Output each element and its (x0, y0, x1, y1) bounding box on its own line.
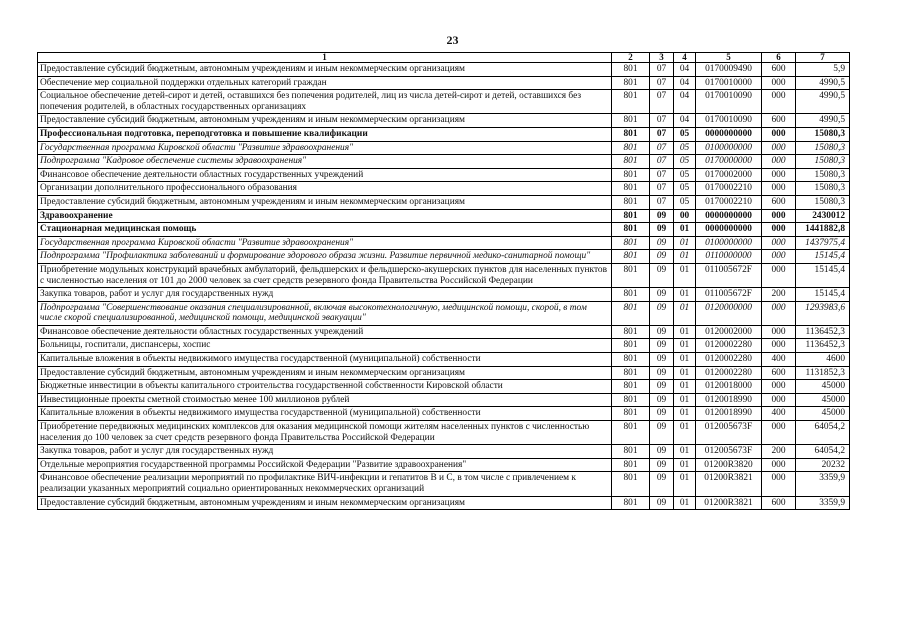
amount-cell: 4990,5 (796, 90, 850, 114)
target-article-code-cell: 012005673F (696, 421, 762, 445)
table-row (38, 76, 850, 90)
target-article-code-cell: 0110000000 (696, 250, 762, 264)
subsection-code-cell: 01 (674, 301, 696, 325)
target-article-code-cell: 0120018990 (696, 407, 762, 421)
section-code-cell: 09 (650, 421, 674, 445)
expense-type-code-cell: 000 (762, 301, 796, 325)
ministry-code-cell: 801 (612, 195, 650, 209)
expense-type-code-cell: 000 (762, 168, 796, 182)
ministry-code-cell: 801 (612, 393, 650, 407)
row-name-cell: Закупка товаров, работ и услуг для государственных нужд (38, 288, 612, 302)
ministry-code-cell: 801 (612, 209, 650, 223)
table-row (38, 250, 850, 264)
ministry-code-cell: 801 (612, 76, 650, 90)
row-name-cell: Предоставление субсидий бюджетным, автономным учреждениям и иным некоммерческим организациям (38, 114, 612, 128)
ministry-code-cell: 801 (612, 407, 650, 421)
row-name-cell: Подпрограмма "Профилактика заболеваний и формирование здорового образа жизни. Развитие первичной медико-санитарной помощи" (38, 250, 612, 264)
expense-type-code-cell: 000 (762, 76, 796, 90)
expense-type-code-cell: 200 (762, 445, 796, 459)
table-header-row (38, 53, 850, 63)
target-article-code-cell: 0120002280 (696, 353, 762, 367)
table-row (38, 301, 850, 325)
column-header-1: 1 (38, 53, 612, 63)
table-row (38, 141, 850, 155)
expense-type-code-cell: 000 (762, 421, 796, 445)
row-name-cell: Приобретение модульных конструкций врачебных амбулаторий, фельдшерских и фельдшерско-акушерских пунктов для населенных пунктов с численностью населения от 101 до 2000 человек за счет средств резервного фонда Правительства Российской Федерации (38, 263, 612, 287)
row-name-cell: Предоставление субсидий бюджетным, автономным учреждениям и иным некоммерческим организациям (38, 195, 612, 209)
amount-cell: 15080,3 (796, 168, 850, 182)
target-article-code-cell: 0000000000 (696, 127, 762, 141)
budget-table (37, 52, 850, 510)
ministry-code-cell: 801 (612, 458, 650, 472)
amount-cell: 1437975,4 (796, 236, 850, 250)
row-name-cell: Инвестиционные проекты сметной стоимостью менее 100 миллионов рублей (38, 393, 612, 407)
amount-cell: 1441882,8 (796, 223, 850, 237)
amount-cell: 4990,5 (796, 76, 850, 90)
section-code-cell: 07 (650, 182, 674, 196)
subsection-code-cell: 01 (674, 472, 696, 496)
expense-type-code-cell: 600 (762, 496, 796, 510)
row-name-cell: Предоставление субсидий бюджетным, автономным учреждениям и иным некоммерческим организациям (38, 366, 612, 380)
section-code-cell: 09 (650, 380, 674, 394)
column-header-3: 3 (650, 53, 674, 63)
expense-type-code-cell: 400 (762, 407, 796, 421)
table-row (38, 263, 850, 287)
section-code-cell: 09 (650, 366, 674, 380)
ministry-code-cell: 801 (612, 366, 650, 380)
table-row (38, 472, 850, 496)
row-name-cell: Стационарная медицинская помощь (38, 223, 612, 237)
ministry-code-cell: 801 (612, 168, 650, 182)
section-code-cell: 09 (650, 301, 674, 325)
table-row (38, 63, 850, 77)
section-code-cell: 07 (650, 155, 674, 169)
expense-type-code-cell: 000 (762, 393, 796, 407)
subsection-code-cell: 04 (674, 90, 696, 114)
table-row (38, 366, 850, 380)
expense-type-code-cell: 000 (762, 250, 796, 264)
section-code-cell: 07 (650, 90, 674, 114)
subsection-code-cell: 00 (674, 209, 696, 223)
section-code-cell: 07 (650, 127, 674, 141)
ministry-code-cell: 801 (612, 263, 650, 287)
table-row (38, 127, 850, 141)
expense-type-code-cell: 000 (762, 90, 796, 114)
target-article-code-cell: 0170010000 (696, 76, 762, 90)
subsection-code-cell: 05 (674, 155, 696, 169)
ministry-code-cell: 801 (612, 421, 650, 445)
amount-cell: 45000 (796, 407, 850, 421)
target-article-code-cell: 011005672F (696, 263, 762, 287)
expense-type-code-cell: 000 (762, 127, 796, 141)
subsection-code-cell: 04 (674, 114, 696, 128)
subsection-code-cell: 01 (674, 353, 696, 367)
expense-type-code-cell: 600 (762, 366, 796, 380)
row-name-cell: Организации дополнительного профессионального образования (38, 182, 612, 196)
subsection-code-cell: 01 (674, 393, 696, 407)
expense-type-code-cell: 000 (762, 182, 796, 196)
subsection-code-cell: 01 (674, 236, 696, 250)
amount-cell: 15080,3 (796, 127, 850, 141)
target-article-code-cell: 0120002280 (696, 366, 762, 380)
amount-cell: 1293983,6 (796, 301, 850, 325)
target-article-code-cell: 0170002000 (696, 168, 762, 182)
ministry-code-cell: 801 (612, 127, 650, 141)
subsection-code-cell: 01 (674, 250, 696, 264)
table-row (38, 182, 850, 196)
target-article-code-cell: 0170000000 (696, 155, 762, 169)
table-row (38, 325, 850, 339)
subsection-code-cell: 05 (674, 182, 696, 196)
ministry-code-cell: 801 (612, 90, 650, 114)
table-row (38, 155, 850, 169)
table-row (38, 288, 850, 302)
expense-type-code-cell: 000 (762, 472, 796, 496)
section-code-cell: 09 (650, 458, 674, 472)
table-row (38, 339, 850, 353)
expense-type-code-cell: 600 (762, 114, 796, 128)
section-code-cell: 07 (650, 195, 674, 209)
target-article-code-cell: 0170009490 (696, 63, 762, 77)
row-name-cell: Финансовое обеспечение деятельности областных государственных учреждений (38, 168, 612, 182)
expense-type-code-cell: 600 (762, 63, 796, 77)
table-row (38, 236, 850, 250)
target-article-code-cell: 01200R3821 (696, 496, 762, 510)
section-code-cell: 09 (650, 339, 674, 353)
ministry-code-cell: 801 (612, 380, 650, 394)
target-article-code-cell: 01200R3821 (696, 472, 762, 496)
target-article-code-cell: 0120000000 (696, 301, 762, 325)
amount-cell: 1131852,3 (796, 366, 850, 380)
section-code-cell: 09 (650, 288, 674, 302)
amount-cell: 4990,5 (796, 114, 850, 128)
section-code-cell: 07 (650, 141, 674, 155)
target-article-code-cell: 0000000000 (696, 209, 762, 223)
ministry-code-cell: 801 (612, 353, 650, 367)
target-article-code-cell: 0120002280 (696, 339, 762, 353)
expense-type-code-cell: 000 (762, 380, 796, 394)
table-row (38, 496, 850, 510)
subsection-code-cell: 01 (674, 223, 696, 237)
expense-type-code-cell: 200 (762, 288, 796, 302)
row-name-cell: Предоставление субсидий бюджетным, автономным учреждениям и иным некоммерческим организациям (38, 63, 612, 77)
table-row (38, 393, 850, 407)
subsection-code-cell: 04 (674, 76, 696, 90)
ministry-code-cell: 801 (612, 301, 650, 325)
expense-type-code-cell: 400 (762, 353, 796, 367)
row-name-cell: Приобретение передвижных медицинских комплексов для оказания медицинской помощи жителям населенных пунктов с численностью населения до 100 человек за счет средств резервного фонда Правительства Российской Федерации (38, 421, 612, 445)
section-code-cell: 09 (650, 445, 674, 459)
ministry-code-cell: 801 (612, 63, 650, 77)
target-article-code-cell: 0170010090 (696, 114, 762, 128)
target-article-code-cell: 0100000000 (696, 141, 762, 155)
subsection-code-cell: 01 (674, 458, 696, 472)
row-name-cell: Здравоохранение (38, 209, 612, 223)
column-header-5: 5 (696, 53, 762, 63)
ministry-code-cell: 801 (612, 182, 650, 196)
target-article-code-cell: 0170002210 (696, 182, 762, 196)
amount-cell: 20232 (796, 458, 850, 472)
table-row (38, 407, 850, 421)
amount-cell: 15145,4 (796, 263, 850, 287)
section-code-cell: 09 (650, 236, 674, 250)
section-code-cell: 09 (650, 496, 674, 510)
section-code-cell: 07 (650, 114, 674, 128)
subsection-code-cell: 01 (674, 339, 696, 353)
subsection-code-cell: 05 (674, 195, 696, 209)
section-code-cell: 09 (650, 223, 674, 237)
section-code-cell: 07 (650, 76, 674, 90)
subsection-code-cell: 01 (674, 366, 696, 380)
subsection-code-cell: 01 (674, 496, 696, 510)
target-article-code-cell: 0120018990 (696, 393, 762, 407)
expense-type-code-cell: 000 (762, 223, 796, 237)
expense-type-code-cell: 000 (762, 141, 796, 155)
target-article-code-cell: 0100000000 (696, 236, 762, 250)
row-name-cell: Профессиональная подготовка, переподготовка и повышение квалификации (38, 127, 612, 141)
column-header-2: 2 (612, 53, 650, 63)
target-article-code-cell: 011005672F (696, 288, 762, 302)
target-article-code-cell: 0170002210 (696, 195, 762, 209)
amount-cell: 15080,3 (796, 195, 850, 209)
table-row (38, 114, 850, 128)
row-name-cell: Финансовое обеспечение деятельности областных государственных учреждений (38, 325, 612, 339)
ministry-code-cell: 801 (612, 496, 650, 510)
amount-cell: 3359,9 (796, 496, 850, 510)
table-row (38, 421, 850, 445)
ministry-code-cell: 801 (612, 250, 650, 264)
row-name-cell: Капитальные вложения в объекты недвижимого имущества государственной (муниципальной) собственности (38, 353, 612, 367)
table-row (38, 168, 850, 182)
ministry-code-cell: 801 (612, 223, 650, 237)
ministry-code-cell: 801 (612, 445, 650, 459)
table-row (38, 90, 850, 114)
section-code-cell: 09 (650, 353, 674, 367)
amount-cell: 4600 (796, 353, 850, 367)
subsection-code-cell: 01 (674, 325, 696, 339)
row-name-cell: Финансовое обеспечение реализации мероприятий по профилактике ВИЧ-инфекции и гепатитов В и С, в том числе с привлечением к реализации указанных мероприятий социально ориентированных некоммерческих организаций (38, 472, 612, 496)
row-name-cell: Предоставление субсидий бюджетным, автономным учреждениям и иным некоммерческим организациям (38, 496, 612, 510)
table-row (38, 223, 850, 237)
target-article-code-cell: 012005673F (696, 445, 762, 459)
subsection-code-cell: 01 (674, 407, 696, 421)
target-article-code-cell: 0120018000 (696, 380, 762, 394)
expense-type-code-cell: 000 (762, 339, 796, 353)
amount-cell: 2430012 (796, 209, 850, 223)
table-row (38, 458, 850, 472)
subsection-code-cell: 04 (674, 63, 696, 77)
section-code-cell: 09 (650, 407, 674, 421)
amount-cell: 1136452,3 (796, 325, 850, 339)
amount-cell: 15080,3 (796, 155, 850, 169)
amount-cell: 45000 (796, 380, 850, 394)
amount-cell: 45000 (796, 393, 850, 407)
row-name-cell: Подпрограмма "Совершенствование оказания специализированной, включая высокотехнологичную, медицинской помощи, скорой, в том числе скорой специализированной, медицинской помощи, медицинской эвакуации" (38, 301, 612, 325)
expense-type-code-cell: 000 (762, 325, 796, 339)
amount-cell: 64054,2 (796, 421, 850, 445)
amount-cell: 15145,4 (796, 288, 850, 302)
expense-type-code-cell: 000 (762, 236, 796, 250)
row-name-cell: Закупка товаров, работ и услуг для государственных нужд (38, 445, 612, 459)
subsection-code-cell: 05 (674, 168, 696, 182)
expense-type-code-cell: 000 (762, 155, 796, 169)
section-code-cell: 07 (650, 63, 674, 77)
ministry-code-cell: 801 (612, 339, 650, 353)
ministry-code-cell: 801 (612, 141, 650, 155)
amount-cell: 3359,9 (796, 472, 850, 496)
target-article-code-cell: 0120002000 (696, 325, 762, 339)
row-name-cell: Бюджетные инвестиции в объекты капитального строительства государственной собственности Кировской области (38, 380, 612, 394)
target-article-code-cell: 0170010090 (696, 90, 762, 114)
expense-type-code-cell: 600 (762, 195, 796, 209)
column-header-7: 7 (796, 53, 850, 63)
table-row (38, 353, 850, 367)
row-name-cell: Больницы, госпитали, диспансеры, хоспис (38, 339, 612, 353)
table-row (38, 195, 850, 209)
target-article-code-cell: 0000000000 (696, 223, 762, 237)
expense-type-code-cell: 000 (762, 209, 796, 223)
amount-cell: 15080,3 (796, 141, 850, 155)
amount-cell: 15145,4 (796, 250, 850, 264)
section-code-cell: 09 (650, 209, 674, 223)
expense-type-code-cell: 000 (762, 458, 796, 472)
table-row (38, 209, 850, 223)
amount-cell: 5,9 (796, 63, 850, 77)
row-name-cell: Подпрограмма "Кадровое обеспечение системы здравоохранения" (38, 155, 612, 169)
column-header-4: 4 (674, 53, 696, 63)
row-name-cell: Обеспечение мер социальной поддержки отдельных категорий граждан (38, 76, 612, 90)
section-code-cell: 09 (650, 250, 674, 264)
amount-cell: 64054,2 (796, 445, 850, 459)
section-code-cell: 09 (650, 393, 674, 407)
ministry-code-cell: 801 (612, 155, 650, 169)
section-code-cell: 09 (650, 472, 674, 496)
subsection-code-cell: 05 (674, 127, 696, 141)
ministry-code-cell: 801 (612, 236, 650, 250)
subsection-code-cell: 01 (674, 445, 696, 459)
subsection-code-cell: 01 (674, 380, 696, 394)
table-row (38, 380, 850, 394)
page-number: 23 (446, 33, 459, 47)
ministry-code-cell: 801 (612, 472, 650, 496)
target-article-code-cell: 01200R3820 (696, 458, 762, 472)
table-row (38, 445, 850, 459)
ministry-code-cell: 801 (612, 288, 650, 302)
column-header-6: 6 (762, 53, 796, 63)
row-name-cell: Государственная программа Кировской области "Развитие здравоохранения" (38, 236, 612, 250)
amount-cell: 1136452,3 (796, 339, 850, 353)
row-name-cell: Капитальные вложения в объекты недвижимого имущества государственной (муниципальной) собственности (38, 407, 612, 421)
section-code-cell: 07 (650, 168, 674, 182)
subsection-code-cell: 01 (674, 288, 696, 302)
row-name-cell: Государственная программа Кировской области "Развитие здравоохранения" (38, 141, 612, 155)
amount-cell: 15080,3 (796, 182, 850, 196)
subsection-code-cell: 01 (674, 421, 696, 445)
section-code-cell: 09 (650, 263, 674, 287)
ministry-code-cell: 801 (612, 114, 650, 128)
expense-type-code-cell: 000 (762, 263, 796, 287)
section-code-cell: 09 (650, 325, 674, 339)
row-name-cell: Социальное обеспечение детей-сирот и детей, оставшихся без попечения родителей, лиц из числа детей-сирот и детей, оставшихся без попечения родителей, в областных государственных организациях (38, 90, 612, 114)
ministry-code-cell: 801 (612, 325, 650, 339)
subsection-code-cell: 01 (674, 263, 696, 287)
row-name-cell: Отдельные мероприятия государственной программы Российской Федерации "Развитие здравоохранения" (38, 458, 612, 472)
subsection-code-cell: 05 (674, 141, 696, 155)
